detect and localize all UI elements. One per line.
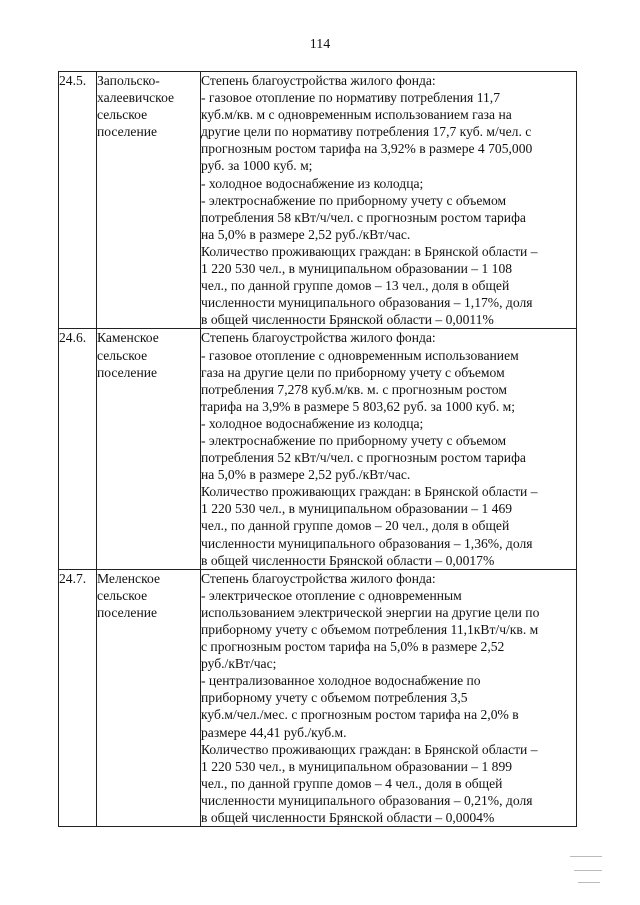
description-line: чел., по данной группе домов – 13 чел., доля в общей [201, 278, 510, 294]
description-line: - холодное водоснабжение из колодца; [201, 175, 424, 191]
settlement-name-line: сельское [97, 587, 148, 603]
description-line: руб. за 1000 куб. м; [201, 158, 313, 174]
description-line: 1 220 530 чел., в муниципальном образовании – 1 469 [201, 501, 513, 517]
description-line: куб.м/чел./мес. с прогнозным ростом тарифа на 2,0% в [201, 707, 519, 723]
description-line: Количество проживающих граждан: в Брянской области – [201, 243, 538, 259]
housing-description [201, 569, 577, 826]
settlement-name-line: сельское [97, 107, 148, 123]
description-line: 1 220 530 чел., в муниципальном образовании – 1 108 [201, 261, 513, 277]
description-line: численности муниципального образования – 1,17%, доля [201, 295, 533, 311]
settlement-name-line: поселение [97, 364, 158, 380]
description-line: - газовое отопление с одновременным использованием [201, 347, 519, 363]
settlements-table [58, 71, 577, 827]
description-line: потребления 52 кВт/ч/чел. с прогнозным ростом тарифа [201, 450, 526, 466]
settlement-name-line: поселение [97, 124, 158, 140]
settlements-table-body [59, 72, 577, 827]
description-line: - централизованное холодное водоснабжение по [201, 673, 481, 689]
settlement-name-line: Меленское [97, 570, 160, 586]
description-line: другие цели по нормативу потребления 17,7 куб. м/чел. с [201, 124, 532, 140]
description-line: 1 220 530 чел., в муниципальном образовании – 1 899 [201, 758, 513, 774]
description-line: потребления 7,278 куб.м/кв. м. с прогнозным ростом [201, 381, 507, 397]
description-line: Степень благоустройства жилого фонда: [201, 330, 436, 346]
description-line: тарифа на 3,9% в размере 5 803,62 руб. за 1000 куб. м; [201, 398, 515, 414]
settlement-name [97, 72, 201, 329]
description-line: - холодное водоснабжение из колодца; [201, 415, 424, 431]
description-line: потребления 58 кВт/ч/чел. с прогнозным ростом тарифа [201, 209, 526, 225]
description-line: чел., по данной группе домов – 4 чел., доля в общей [201, 775, 503, 791]
description-line: численности муниципального образования – 0,21%, доля [201, 792, 533, 808]
table-row [59, 329, 577, 569]
description-line: с прогнозным ростом тарифа на 5,0% в размере 2,52 [201, 639, 505, 655]
settlement-name [97, 329, 201, 569]
description-line: приборному учету с объемом потребления 3,5 [201, 690, 468, 706]
settlement-name-line: халеевичское [97, 90, 175, 106]
description-line: чел., по данной группе домов – 20 чел., доля в общей [201, 518, 510, 534]
housing-description [201, 72, 577, 329]
page-number: 114 [309, 37, 331, 52]
description-line: в общей численности Брянской области – 0,0004% [201, 810, 495, 826]
description-line: руб./кВт/час; [201, 656, 277, 672]
description-line: куб.м/кв. м с одновременным использованием газа на [201, 107, 512, 123]
description-line: - газовое отопление по нормативу потребления 11,7 [201, 90, 500, 106]
settlement-name-line: Запольско- [97, 73, 160, 88]
description-line: - электрическое отопление с одновременным [201, 587, 462, 603]
description-line: на 5,0% в размере 2,52 руб./кВт/час. [201, 467, 411, 483]
settlement-name-line: сельское [97, 347, 148, 363]
description-line: Степень благоустройства жилого фонда: [201, 570, 436, 586]
description-line: в общей численности Брянской области – 0,0017% [201, 552, 495, 568]
description-line: прогнозным ростом тарифа на 3,92% в размере 4 705,000 [201, 141, 533, 157]
description-line: в общей численности Брянской области – 0,0011% [201, 312, 494, 328]
description-line: Количество проживающих граждан: в Брянской области – [201, 484, 538, 500]
description-line: Количество проживающих граждан: в Брянской области – [201, 741, 538, 757]
settlement-name [97, 569, 201, 826]
row-number: 24.6. [59, 329, 97, 569]
housing-description [201, 329, 577, 569]
description-line: приборному учету с объемом потребления 11,1кВт/ч/кв. м [201, 622, 539, 637]
settlement-name-line: поселение [97, 604, 158, 620]
description-line: численности муниципального образования – 1,36%, доля [201, 535, 533, 551]
description-line: размере 44,41 руб./куб.м. [201, 724, 347, 740]
row-number: 24.7. [59, 569, 97, 826]
table-row [59, 72, 577, 329]
description-line: - электроснабжение по приборному учету с объемом [201, 192, 507, 208]
table-row [59, 569, 577, 826]
description-line: - электроснабжение по приборному учету с объемом [201, 432, 507, 448]
settlement-name-line: Каменское [97, 330, 159, 346]
description-line: газа на другие цели по приборному учету с объемом [201, 364, 505, 380]
description-line: на 5,0% в размере 2,52 руб./кВт/час. [201, 226, 411, 242]
row-number: 24.5. [59, 72, 97, 329]
description-line: использованием электрической энергии на другие цели по [201, 604, 540, 620]
scan-artifact [570, 856, 610, 896]
description-line: Степень благоустройства жилого фонда: [201, 73, 436, 88]
